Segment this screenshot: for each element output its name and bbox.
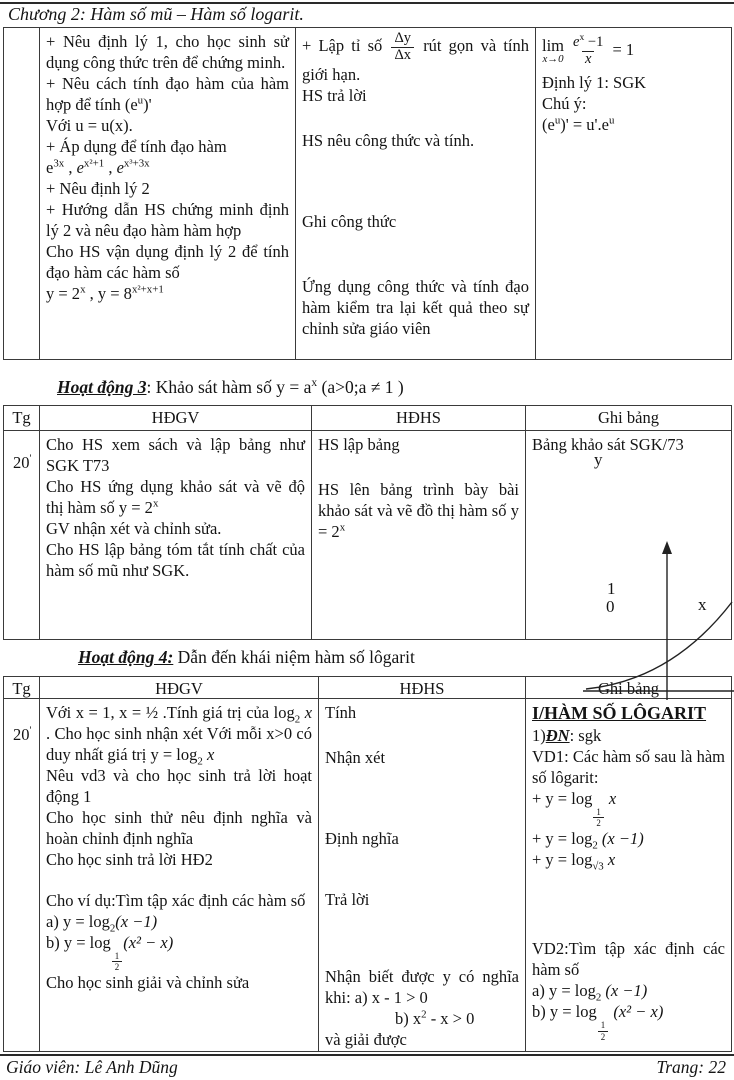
activity4-desc: Dẫn đến khái niệm hàm số lôgarit [173, 647, 415, 667]
text-line: Cho học sinh thử nêu định nghĩa và hoàn chỉnh định nghĩa [46, 808, 312, 848]
limit-formula: lim x→0 $\frac{e^x -1}{x}$ = 1 [542, 32, 635, 67]
math-line: a) $y = \log_2 (x -1)$ [532, 981, 648, 1004]
text-line: HS lên bảng trình bày bài khảo sát và vẽ đồ thị hàm số $y = 2^x$ [318, 480, 519, 541]
col-header-tg: Tg [4, 406, 39, 431]
hdgv-cell [39, 699, 318, 1051]
math-line: + y = log $\frac{1}{2}$ x [532, 789, 617, 829]
footer-teacher: Giáo viên: Lê Anh Dũng [6, 1057, 178, 1077]
text-line: + Nêu định lý 2 [46, 179, 150, 198]
dn-prefix: 1) [532, 726, 546, 745]
ghibang-cell [525, 699, 731, 1051]
text-line: Tính [325, 703, 357, 722]
math-line: + $y = \log_{√3} x$ [532, 850, 616, 873]
col-header-tg: Tg [4, 677, 39, 699]
text-line: + Lập tỉ số $\frac{\Delta y}{\Delta x}$ rút gọn và tính giới hạn. [302, 30, 529, 84]
table-activity3 [3, 405, 732, 640]
math-line: a) $y = \log_2(x -1)$ [46, 912, 158, 935]
text-line: Với x = 1, x = ½ .Tính giá trị của $\log_2 x$ . Cho học sinh nhận xét Với mỗi x>0 có duy nhất giá trị $y = \log_2 x$ [46, 703, 313, 768]
col-header-hdgv: HĐGV [39, 406, 311, 431]
definition-line [532, 725, 725, 746]
tg-cell [4, 699, 39, 1051]
section-name: HÀM SỐ LÔGARIT [544, 703, 707, 723]
graph-origin-zero: 0 [606, 597, 615, 616]
hdgv-cell [39, 431, 311, 639]
graph-x-axis-label: x [698, 595, 707, 614]
board-note: Bảng khảo sát SGK/73 [532, 435, 684, 454]
col-header-hdhs: HĐHS [318, 677, 525, 699]
section-prefix: I/ [532, 703, 545, 723]
table-activity2-continued [3, 27, 732, 360]
text-line: Cho HS ứng dụng khảo sát và vẽ độ thị hàm số $y = 2^x$ [46, 477, 305, 517]
activity4-heading [78, 647, 415, 668]
col-header-ghibang: Ghi bảng [525, 406, 731, 431]
math-line: $y = 2^x$ , $y = 8^{x^2+x+1}$ [46, 283, 164, 303]
text-line: VD2:Tìm tập xác định các hàm số [532, 939, 725, 980]
math-line: b) y = log $\frac{1}{2}$ (x² − x) [532, 1002, 664, 1042]
text-line: VD1: Các hàm số sau là hàm số lôgarit: [532, 747, 725, 787]
tg-cell [4, 431, 39, 639]
text-line: Nêu vd3 và cho học sinh trả lời hoạt động 1 [46, 766, 312, 806]
text-line: + Nêu cách tính đạo hàm của hàm hợp để tính $(e^u)'$ [46, 74, 289, 114]
math-line: b) $x^2 - x > 0$ [395, 1008, 475, 1028]
hdhs-cell [318, 699, 525, 1051]
text-line: Cho HS lập bảng tóm tắt tính chất của hàm số mũ như SGK. [46, 540, 305, 580]
chapter-title: Chương 2: Hàm số mũ – Hàm số logarit. [8, 4, 304, 24]
table-activity4 [3, 676, 732, 1052]
footer-page-number: Trang: 22 [656, 1057, 726, 1077]
activity3-heading [57, 377, 404, 398]
text-line: Định nghĩa [325, 829, 399, 848]
text-line: Nhận biết được y có nghĩa khi: a) x - 1 > 0 [325, 967, 519, 1007]
activity4-label: Hoạt động 4: [78, 647, 174, 667]
text-line: Chú ý: [542, 93, 587, 113]
hdhs-cell [311, 431, 525, 639]
text-line: Ghi công thức [302, 211, 397, 231]
text-line: Ứng dụng công thức và tính đạo hàm kiểm tra lại kết quả theo sự chỉnh sửa giáo viên [302, 276, 529, 338]
dn-label: ĐN [545, 726, 570, 745]
graph-tick-one: 1 [607, 579, 616, 598]
hdhs-cell [295, 28, 535, 359]
text-line: Cho ví dụ:Tìm tập xác định các hàm số [46, 891, 306, 910]
text-line: HS trả lời [302, 85, 367, 105]
text-line: HS nêu công thức và tính. [302, 130, 475, 150]
graph-y-axis-label: y [594, 450, 603, 469]
hdgv-cell [39, 28, 295, 359]
text-line: Với u = u(x). [46, 116, 133, 135]
text-line: Trả lời [325, 890, 370, 909]
footer-rule [0, 1054, 734, 1056]
text-line: Nhận xét [325, 748, 386, 767]
duration-value: 20' [13, 452, 32, 472]
col-header-hdgv: HĐGV [39, 677, 318, 699]
text-line: và giải được [325, 1030, 407, 1049]
tg-cell-empty [4, 28, 39, 359]
text-line: GV nhận xét và chỉnh sửa. [46, 519, 222, 538]
text-line: Cho học sinh giải và chỉnh sửa [46, 973, 250, 993]
section-title [532, 702, 725, 725]
col-header-hdhs: HĐHS [311, 406, 525, 431]
math-line: + $y = \log_2 (x -1)$ [532, 829, 644, 852]
text-line: HS lập bảng [318, 435, 400, 454]
col-header-ghibang: Ghi bảng [525, 677, 731, 699]
text-line: Định lý 1: SGK [542, 72, 647, 92]
text-line: + Áp dụng để tính đạo hàm [46, 137, 227, 156]
text-line: + Hướng dẫn HS chứng minh định lý 2 và nêu đạo hàm hàm hợp [46, 200, 289, 240]
text-line: Cho HS vận dụng định lý 2 để tính đạo hàm các hàm số [46, 242, 289, 282]
text-line: Cho học sinh trả lời HĐ2 [46, 850, 213, 869]
math-line: $(e^u)' = u'.e^u$ [542, 114, 615, 134]
dn-rest: : sgk [569, 726, 602, 745]
math-line: $e^{3x}$ , $e^{x^2+1}$ , $e^{x^3+3x}$ [46, 157, 150, 177]
text-line: Cho HS xem sách và lập bảng như SGK T73 [46, 435, 305, 475]
math-line: b) y = log $\frac{1}{2}$ (x² − x) [46, 933, 174, 973]
activity3-label: Hoạt động 3 [57, 377, 147, 397]
text-line: + Nêu định lý 1, cho học sinh sử dụng công thức trên để chứng minh. [46, 32, 289, 72]
activity3-desc: : Khảo sát hàm số $y = a^x$ (a>0;a ≠ 1 ) [146, 377, 404, 397]
duration-value: 20' [13, 724, 32, 744]
ghibang-cell [535, 28, 731, 359]
